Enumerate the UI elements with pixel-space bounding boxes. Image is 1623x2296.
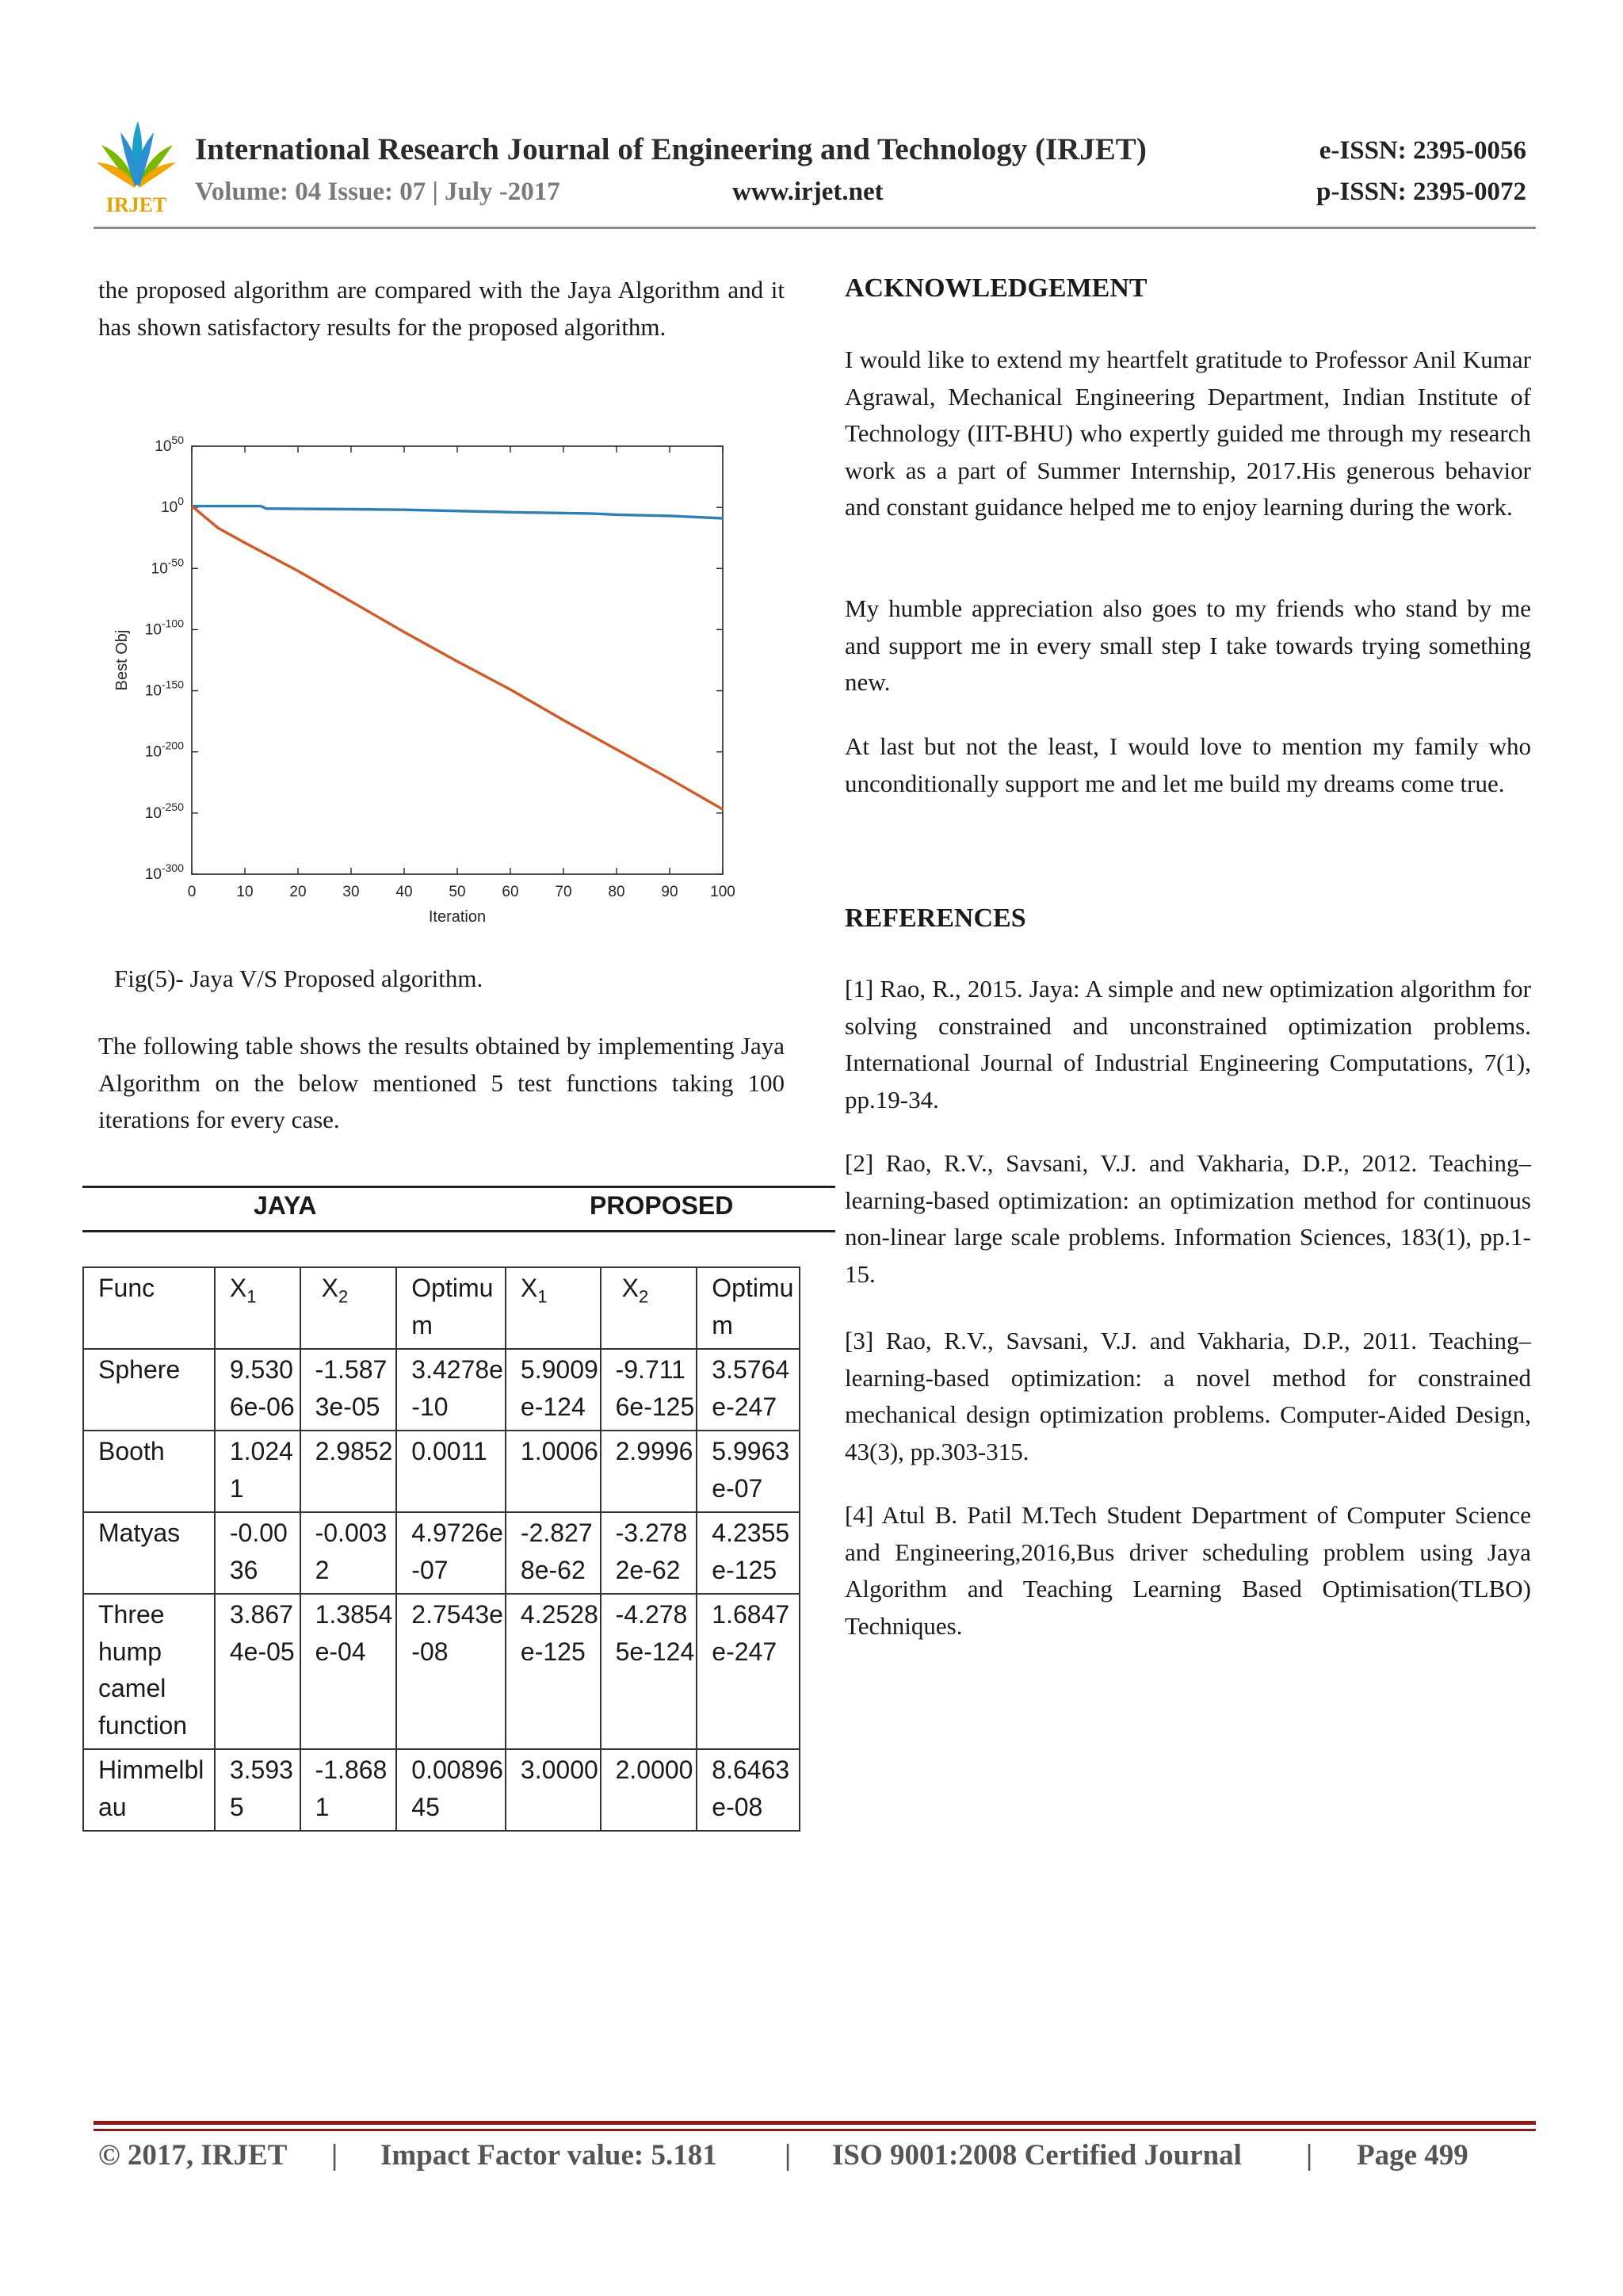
cell-jaya-optimum: 3.4278e-10 — [396, 1349, 506, 1431]
volume-issue: Volume: 04 Issue: 07 | July -2017 — [195, 178, 560, 206]
x-tick-label: 90 — [661, 884, 678, 900]
cell-proposed-x1: 4.2528e-125 — [506, 1594, 601, 1749]
x-tick-label: 10 — [236, 884, 254, 900]
x-tick-label: 80 — [608, 884, 625, 900]
header-jaya-x2: $X_2$ — [300, 1267, 397, 1349]
cell-jaya-x1: -0.0036 — [215, 1512, 300, 1594]
header-proposed-x2: $X_2$ — [601, 1267, 697, 1349]
journal-title: International Research Journal of Engineering and Technology (IRJET) — [195, 132, 1147, 166]
table-row — [83, 1431, 800, 1512]
cell-func: Himmelblau — [83, 1749, 215, 1831]
footer-copyright: © 2017, IRJET — [98, 2139, 288, 2172]
cell-jaya-x2: 1.3854e-04 — [300, 1594, 397, 1749]
cell-proposed-x2: 2.0000 — [601, 1749, 697, 1831]
p-issn: p-ISSN: 2395-0072 — [1316, 178, 1526, 206]
cell-jaya-x2: -1.5873e-05 — [300, 1349, 397, 1431]
cell-jaya-x2: -0.0032 — [300, 1512, 397, 1594]
cell-proposed-optimum: 1.6847e-247 — [697, 1594, 800, 1749]
reference-2: [2] Rao, R.V., Savsani, V.J. and Vakharia, D.P., 2012. Teaching–learning-based optimization: an optimization method for continuous non-linear large scale problems. Information Sciences, 183(1), pp.1-15. — [845, 1149, 1531, 1288]
y-tick-label: $10^{-300}$ — [144, 861, 184, 883]
footer-separator: | — [1306, 2139, 1313, 2172]
footer-iso: ISO 9001:2008 Certified Journal — [832, 2139, 1242, 2172]
group-header-proposed: PROPOSED — [590, 1191, 734, 1220]
cell-jaya-x1: 1.0241 — [215, 1431, 300, 1512]
footer-rule-thin — [94, 2129, 1536, 2131]
header-proposed-optimum: Optimum — [697, 1267, 800, 1349]
convergence-chart — [111, 428, 745, 935]
cell-proposed-x2: -3.2782e-62 — [601, 1512, 697, 1594]
table-header-row — [83, 1267, 800, 1349]
results-table — [82, 1266, 800, 1832]
table-group-top-rule — [82, 1186, 835, 1188]
cell-jaya-x2: 2.9852 — [300, 1431, 397, 1512]
acknowledgement-paragraph-1: I would like to extend my heartfelt gratitude to Professor Anil Kumar Agrawal, Mechanical Engineering Department, Indian Institute of Technology (IIT-BHU) who expertly guided me through my research work as a part of Summer Internship, 2017.His generous behavior and constant guidance helped me to enjoy learning during the work. — [845, 346, 1531, 521]
y-tick-label: $10^{-150}$ — [144, 678, 184, 700]
cell-proposed-x1: 3.0000 — [506, 1749, 601, 1831]
cell-proposed-optimum: 5.9963e-07 — [697, 1431, 800, 1512]
logo-text: IRJET — [105, 193, 167, 216]
table-intro-paragraph: The following table shows the results obtained by implementing Jaya Algorithm on the below mentioned 5 test functions taking 100 iterations for every case. — [98, 1032, 785, 1133]
table-row — [83, 1349, 800, 1431]
cell-proposed-x1: -2.8278e-62 — [506, 1512, 601, 1594]
x-tick-label: 20 — [289, 884, 307, 900]
cell-jaya-x1: 9.5306e-06 — [215, 1349, 300, 1431]
irjet-logo — [94, 115, 179, 216]
cell-proposed-x1: 5.9009e-124 — [506, 1349, 601, 1431]
cell-proposed-optimum: 8.6463e-08 — [697, 1749, 800, 1831]
header-jaya-optimum: Optimum — [396, 1267, 506, 1349]
cell-jaya-optimum: 0.0011 — [396, 1431, 506, 1512]
header-divider — [94, 227, 1536, 229]
cell-proposed-x2: -4.2785e-124 — [601, 1594, 697, 1749]
table-group-bottom-rule — [82, 1230, 835, 1232]
cell-proposed-optimum: 4.2355e-125 — [697, 1512, 800, 1594]
cell-jaya-x1: 3.5935 — [215, 1749, 300, 1831]
x-axis-label: Iteration — [428, 908, 487, 926]
reference-3: [3] Rao, R.V., Savsani, V.J. and Vakharia, D.P., 2011. Teaching–learning-based optimization: a novel method for constrained mechanical design optimization problems. Computer-Aided Design, 43(3), pp.303-315. — [845, 1327, 1531, 1465]
journal-website[interactable]: www.irjet.net — [732, 178, 884, 206]
group-header-jaya: JAYA — [254, 1191, 317, 1220]
header-jaya-x1: $X_1$ — [215, 1267, 300, 1349]
acknowledgement-paragraph-2: My humble appreciation also goes to my friends who stand by me and support me in every small step I take towards trying something new. — [845, 594, 1531, 696]
table-row — [83, 1749, 800, 1831]
x-tick-label: 0 — [187, 884, 197, 900]
y-tick-label: $10^{50}$ — [155, 434, 184, 455]
header-proposed-x1: $X_1$ — [506, 1267, 601, 1349]
y-tick-label: $10^{-200}$ — [144, 739, 184, 761]
header-func: Func — [83, 1267, 215, 1349]
e-issn: e-ISSN: 2395-0056 — [1319, 136, 1526, 165]
cell-jaya-optimum: 0.0089645 — [396, 1749, 506, 1831]
cell-jaya-optimum: 4.9726e-07 — [396, 1512, 506, 1594]
table-row — [83, 1594, 800, 1749]
y-tick-label: $10^{-250}$ — [144, 800, 184, 822]
x-tick-label: 70 — [555, 884, 572, 900]
footer-separator: | — [331, 2139, 338, 2172]
acknowledgement-heading: ACKNOWLEDGEMENT — [845, 273, 1148, 303]
acknowledgement-paragraph-3: At last but not the least, I would love to mention my family who unconditionally support me and let me build my dreams come true. — [845, 732, 1531, 797]
footer-impact-factor: Impact Factor value: 5.181 — [380, 2139, 717, 2172]
figure-caption: Fig(5)- Jaya V/S Proposed algorithm. — [114, 965, 483, 992]
footer-rule-thick — [94, 2121, 1536, 2125]
footer-separator: | — [785, 2139, 792, 2172]
table-row — [83, 1512, 800, 1594]
cell-proposed-x1: 1.0006 — [506, 1431, 601, 1512]
x-tick-label: 100 — [710, 884, 735, 900]
intro-paragraph: the proposed algorithm are compared with the Jaya Algorithm and it has shown satisfactory results for the proposed algorithm. — [98, 276, 785, 341]
cell-jaya-x1: 3.8674e-05 — [215, 1594, 300, 1749]
cell-func: Three hump camel function — [83, 1594, 215, 1749]
y-axis-label: Best Obj — [113, 629, 131, 691]
x-tick-label: 40 — [395, 884, 413, 900]
cell-func: Matyas — [83, 1512, 215, 1594]
references-heading: REFERENCES — [845, 904, 1026, 933]
reference-4: [4] Atul B. Patil M.Tech Student Department of Computer Science and Engineering,2016,Bus driver scheduling problem using Jaya Algorithm and Teaching Learning Based Optimisation(TLBO) Techniques. — [845, 1501, 1531, 1640]
cell-proposed-x2: 2.9996 — [601, 1431, 697, 1512]
reference-1: [1] Rao, R., 2015. Jaya: A simple and new optimization algorithm for solving constrained and unconstrained optimization problems. International Journal of Industrial Engineering Computations, 7(1), pp.19-34. — [845, 975, 1531, 1114]
cell-proposed-optimum: 3.5764e-247 — [697, 1349, 800, 1431]
cell-proposed-x2: -9.7116e-125 — [601, 1349, 697, 1431]
cell-func: Sphere — [83, 1349, 215, 1431]
cell-jaya-optimum: 2.7543e-08 — [396, 1594, 506, 1749]
logo-leaves-icon — [97, 121, 176, 188]
footer-page-number: Page 499 — [1357, 2139, 1468, 2172]
x-tick-label: 60 — [502, 884, 519, 900]
cell-func: Booth — [83, 1431, 215, 1512]
y-tick-label: $10^0$ — [161, 495, 184, 517]
x-tick-label: 50 — [449, 884, 466, 900]
y-tick-label: $10^{-50}$ — [151, 556, 184, 578]
cell-jaya-x2: -1.8681 — [300, 1749, 397, 1831]
x-tick-label: 30 — [342, 884, 360, 900]
y-tick-label: $10^{-100}$ — [144, 617, 184, 639]
